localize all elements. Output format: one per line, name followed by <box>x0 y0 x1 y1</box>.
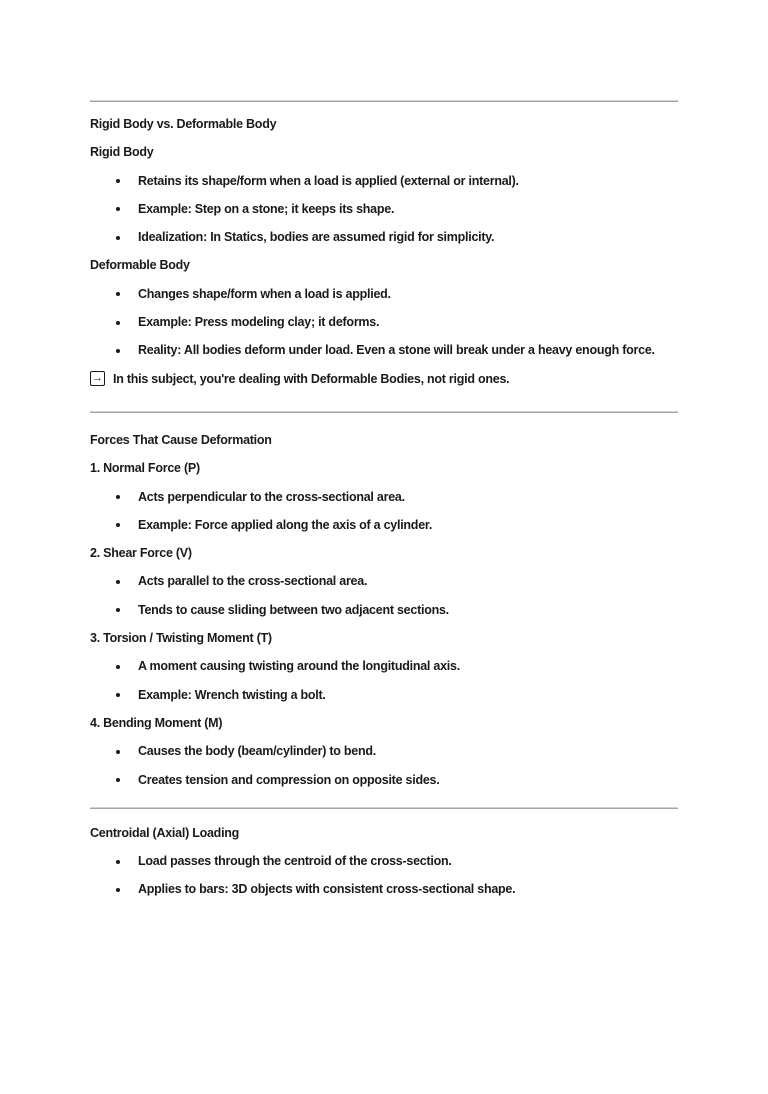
horizontal-rule-3 <box>90 807 678 809</box>
section-rigid-vs-deformable <box>90 110 678 393</box>
key-note-text: In this subject, you're dealing with Deformable Bodies, not rigid ones. <box>113 371 510 386</box>
section-forces-that-cause-deformation <box>90 426 678 794</box>
bending-moment-bullet-list <box>90 737 678 794</box>
list-item: Idealization: In Statics, bodies are assumed rigid for simplicity. <box>90 223 678 251</box>
shear-force-bullet-list <box>90 567 678 624</box>
key-note <box>90 365 678 393</box>
list-item: Example: Force applied along the axis of a cylinder. <box>90 511 678 539</box>
list-item: Acts parallel to the cross-sectional area. <box>90 567 678 595</box>
rigid-body-bullet-list <box>90 167 678 252</box>
document-page <box>0 100 768 1094</box>
list-item: Acts perpendicular to the cross-sectional area. <box>90 483 678 511</box>
list-item: Retains its shape/form when a load is applied (external or internal). <box>90 167 678 195</box>
normal-force-bullet-list <box>90 483 678 540</box>
list-item: Example: Wrench twisting a bolt. <box>90 681 678 709</box>
list-item: Causes the body (beam/cylinder) to bend. <box>90 737 678 765</box>
force-heading-shear: 2. Shear Force (V) <box>90 546 192 561</box>
list-item: A moment causing twisting around the longitudinal axis. <box>90 652 678 680</box>
right-arrow-icon: → <box>92 372 103 385</box>
section-title: Centroidal (Axial) Loading <box>90 825 240 840</box>
torsion-bullet-list <box>90 652 678 709</box>
list-item: Example: Step on a stone; it keeps its shape. <box>90 195 678 223</box>
force-heading-bending: 4. Bending Moment (M) <box>90 715 223 730</box>
section-centroidal-loading <box>90 819 678 904</box>
document-content <box>90 100 678 904</box>
section-title: Forces That Cause Deformation <box>90 432 272 447</box>
horizontal-rule-2 <box>90 411 678 413</box>
list-item: Example: Press modeling clay; it deforms. <box>90 308 678 336</box>
list-item: Creates tension and compression on opposite sides. <box>90 766 678 794</box>
list-item: Applies to bars: 3D objects with consistent cross-sectional shape. <box>90 875 678 903</box>
deformable-body-bullet-list <box>90 280 678 365</box>
section-title: Rigid Body vs. Deformable Body <box>90 117 277 131</box>
horizontal-rule-1 <box>90 100 678 102</box>
centroidal-loading-bullet-list <box>90 847 678 904</box>
list-item: Load passes through the centroid of the cross-section. <box>90 847 678 875</box>
subsection-heading-rigid-body: Rigid Body <box>90 145 154 160</box>
list-item: Changes shape/form when a load is applied. <box>90 280 678 308</box>
list-item: Tends to cause sliding between two adjacent sections. <box>90 596 678 624</box>
subsection-heading-deformable-body: Deformable Body <box>90 258 190 273</box>
force-heading-normal: 1. Normal Force (P) <box>90 461 200 476</box>
list-item: Reality: All bodies deform under load. Even a stone will break under a heavy enough force. <box>90 336 678 364</box>
force-heading-torsion: 3. Torsion / Twisting Moment (T) <box>90 631 272 646</box>
